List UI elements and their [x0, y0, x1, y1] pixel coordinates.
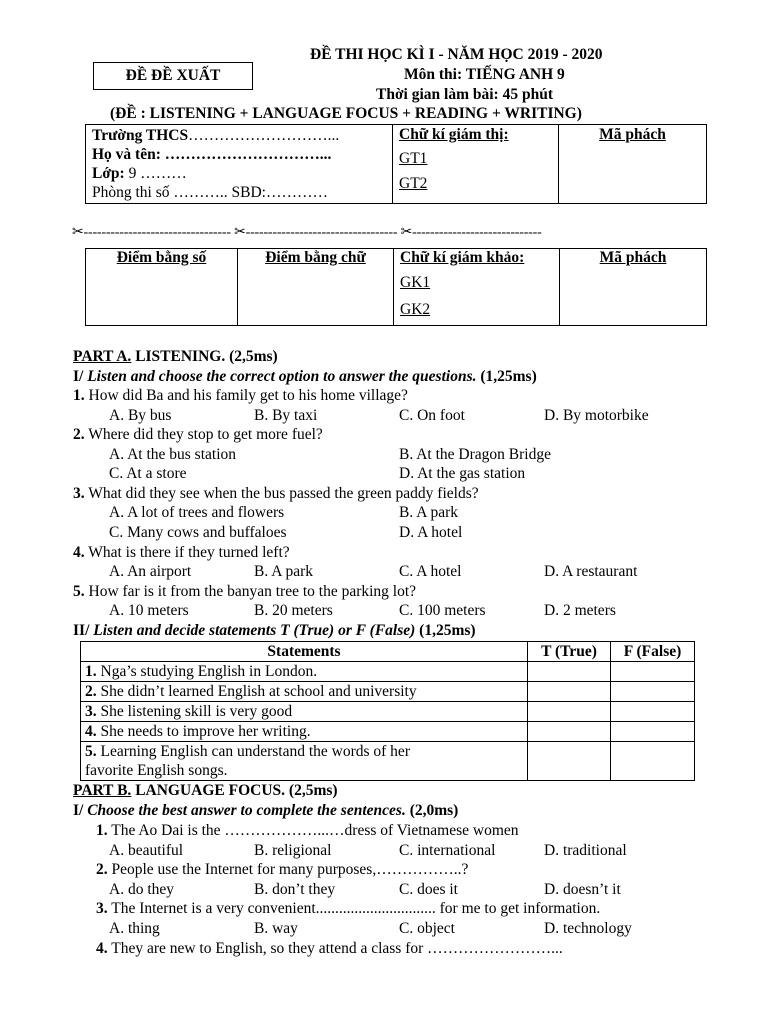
question-number: 4. — [96, 940, 108, 957]
question-text: The Internet is a very convenient............................... for me to get information. — [107, 900, 601, 917]
statement-cell — [81, 702, 528, 722]
invigilator-signature-label: Chữ kí giám thị: — [399, 126, 509, 143]
answer-option: A. do they — [109, 881, 175, 898]
statement-text: She didn’t learned English at school and university — [96, 683, 417, 700]
answer-option: D. A hotel — [399, 524, 463, 541]
gk1-label: GK1 — [400, 274, 431, 291]
part-b-title-rest: LANGUAGE FOCUS. (2,5ms) — [131, 782, 338, 799]
statement-number: 3. — [85, 703, 97, 720]
question-number: 4. — [73, 544, 85, 561]
gt2-label: GT2 — [399, 175, 428, 192]
table-row — [81, 682, 695, 702]
statement-number: 5. — [85, 743, 97, 760]
class-label: Lớp: — [92, 165, 125, 182]
part-a-sec2-instruction: Listen and decide statements T (True) or F (False) — [89, 622, 416, 639]
question-number: 5. — [73, 583, 85, 600]
answer-option: C. On foot — [399, 407, 465, 424]
answer-option: C. Many cows and buffaloes — [109, 524, 287, 541]
answer-option: D. technology — [544, 920, 632, 937]
answer-option: B. A park — [399, 504, 458, 521]
true-answer-cell[interactable] — [528, 742, 611, 781]
question-text: What is there if they turned left? — [84, 544, 290, 561]
question-stem — [73, 583, 416, 601]
answer-option: A. By bus — [109, 407, 172, 424]
answer-option: C. object — [399, 920, 455, 937]
true-answer-cell[interactable] — [528, 662, 611, 682]
question-stem — [96, 940, 563, 958]
statement-cell — [81, 722, 528, 742]
answer-option: D. A restaurant — [544, 563, 638, 580]
question-stem — [73, 485, 479, 503]
question-number: 3. — [96, 900, 108, 917]
statement-number: 1. — [85, 663, 97, 680]
part-a-sec2-heading — [73, 622, 476, 640]
true-answer-cell[interactable] — [528, 682, 611, 702]
answer-option: B. 20 meters — [254, 602, 333, 619]
score-table — [85, 248, 707, 326]
statement-number: 4. — [85, 723, 97, 740]
name-dots: …………………………... — [160, 146, 332, 163]
question-stem — [96, 900, 600, 918]
answer-option: B. A park — [254, 563, 313, 580]
false-answer-cell[interactable] — [611, 722, 695, 742]
room-line: Phòng thi số ……….. SBD:………… — [92, 184, 328, 201]
question-stem — [73, 426, 323, 444]
student-info-cell — [86, 125, 393, 204]
statements-header: Statements — [81, 642, 528, 662]
code-label-top: Mã phách — [599, 126, 666, 143]
statement-cell — [81, 662, 528, 682]
statement-cell — [81, 742, 528, 781]
school-label: Trường THCS — [92, 127, 189, 144]
true-answer-cell[interactable] — [528, 722, 611, 742]
cut-line: ✂--------------------------------- ✂---------------------------------- ✂----------------------------- — [72, 225, 542, 240]
part-b-sec1-instruction: Choose the best answer to complete the sentences. — [83, 802, 406, 819]
class-value: 9 ……… — [124, 165, 187, 182]
question-number: 1. — [96, 822, 108, 839]
part-a-sec1-marks: (1,25ms) — [476, 368, 537, 385]
answer-option: B. don’t they — [254, 881, 336, 898]
statement-cell — [81, 682, 528, 702]
answer-option: B. way — [254, 920, 298, 937]
code-cell-top — [559, 125, 707, 204]
part-b-sec1-num: I/ — [73, 802, 84, 819]
part-a-title-label: PART A. — [73, 348, 132, 365]
false-header: F (False) — [611, 642, 695, 662]
answer-option: A. beautiful — [109, 842, 184, 859]
examiner-signature-label: Chữ kí giám khảo: — [400, 249, 525, 266]
table-row — [81, 722, 695, 742]
question-number: 3. — [73, 485, 85, 502]
part-b-title — [73, 782, 338, 800]
question-number: 2. — [73, 426, 85, 443]
answer-option: B. By taxi — [254, 407, 318, 424]
answer-option: D. doesn’t it — [544, 881, 621, 898]
part-a-sec2-num: II/ — [73, 622, 90, 639]
true-header: T (True) — [528, 642, 611, 662]
exam-duration: Thời gian làm bài: 45 phút — [376, 86, 553, 103]
answer-option: A. At the bus station — [109, 446, 237, 463]
question-text: How did Ba and his family get to his home village? — [84, 387, 408, 404]
exam-subject: Môn thi: TIẾNG ANH 9 — [404, 66, 565, 83]
part-a-sec1-heading — [73, 368, 537, 386]
school-dots: ………………………... — [188, 127, 340, 144]
question-text: What did they see when the bus passed the green paddy fields? — [84, 485, 479, 502]
answer-option: B. At the Dragon Bridge — [399, 446, 551, 463]
question-stem — [96, 822, 519, 840]
question-number: 2. — [96, 861, 108, 878]
proposal-label: ĐỀ ĐỀ XUẤT — [125, 67, 221, 84]
score-words-cell — [238, 249, 394, 326]
part-b-sec1-heading — [73, 802, 458, 820]
answer-option: D. 2 meters — [544, 602, 616, 619]
statement-number: 2. — [85, 683, 97, 700]
answer-option: C. At a store — [109, 465, 187, 482]
question-stem — [73, 387, 408, 405]
question-stem — [73, 544, 290, 562]
score-words-label: Điểm bằng chữ — [265, 249, 366, 266]
question-stem — [96, 861, 468, 879]
question-text: People use the Internet for many purposes,……………..? — [107, 861, 469, 878]
answer-option: A. A lot of trees and flowers — [109, 504, 285, 521]
invigilator-cell — [393, 125, 559, 204]
statement-text: She listening skill is very good — [96, 703, 293, 720]
answer-option: C. A hotel — [399, 563, 462, 580]
answer-option: D. traditional — [544, 842, 627, 859]
answer-option: C. international — [399, 842, 496, 859]
table-row — [81, 662, 695, 682]
false-answer-cell[interactable] — [611, 702, 695, 722]
answer-option: C. 100 meters — [399, 602, 486, 619]
code-cell-bottom — [560, 249, 707, 326]
question-number: 1. — [73, 387, 85, 404]
question-text: Where did they stop to get more fuel? — [84, 426, 323, 443]
part-a-sec1-instruction: Listen and choose the correct option to answer the questions. — [83, 368, 477, 385]
part-a-title — [73, 348, 278, 366]
name-label: Họ và tên: — [92, 146, 161, 163]
answer-option: A. thing — [109, 920, 160, 937]
code-label-bottom: Mã phách — [599, 249, 667, 266]
false-answer-cell[interactable] — [611, 682, 695, 702]
false-answer-cell[interactable] — [611, 662, 695, 682]
answer-option: B. religional — [254, 842, 332, 859]
statement-text: Learning English can understand the words of her — [96, 743, 410, 760]
false-answer-cell[interactable] — [611, 742, 695, 781]
score-number-label: Điểm bằng số — [116, 249, 207, 266]
question-text: They are new to English, so they attend a class for ……………………... — [107, 940, 563, 957]
question-text: The Ao Dai is the ………………...…dress of Vietnamese women — [107, 822, 519, 839]
examiner-cell — [394, 249, 560, 326]
student-info-table — [85, 124, 707, 204]
part-a-sec2-marks: (1,25ms) — [415, 622, 476, 639]
table-row — [81, 742, 695, 781]
part-a-sec1-num: I/ — [73, 368, 84, 385]
true-answer-cell[interactable] — [528, 702, 611, 722]
question-text: How far is it from the banyan tree to the parking lot? — [84, 583, 417, 600]
score-number-cell — [86, 249, 238, 326]
exam-scope: (ĐỀ : LISTENING + LANGUAGE FOCUS + READING + WRITING) — [110, 105, 582, 122]
statement-text-continued: favorite English songs. — [85, 762, 228, 779]
gt1-label: GT1 — [399, 150, 428, 167]
part-b-sec1-marks: (2,0ms) — [405, 802, 459, 819]
true-false-table — [80, 641, 695, 781]
table-row — [81, 702, 695, 722]
statement-text: She needs to improve her writing. — [96, 723, 311, 740]
answer-option: A. An airport — [109, 563, 192, 580]
answer-option: A. 10 meters — [109, 602, 189, 619]
part-b-title-label: PART B. — [73, 782, 132, 799]
part-a-title-rest: LISTENING. (2,5ms) — [131, 348, 278, 365]
proposal-label-box — [93, 62, 253, 90]
answer-option: D. At the gas station — [399, 465, 526, 482]
statement-text: Nga’s studying English in London. — [96, 663, 318, 680]
gk2-label: GK2 — [400, 301, 431, 318]
answer-option: C. does it — [399, 881, 458, 898]
answer-option: D. By motorbike — [544, 407, 649, 424]
exam-title: ĐỀ THI HỌC KÌ I - NĂM HỌC 2019 - 2020 — [310, 46, 603, 63]
